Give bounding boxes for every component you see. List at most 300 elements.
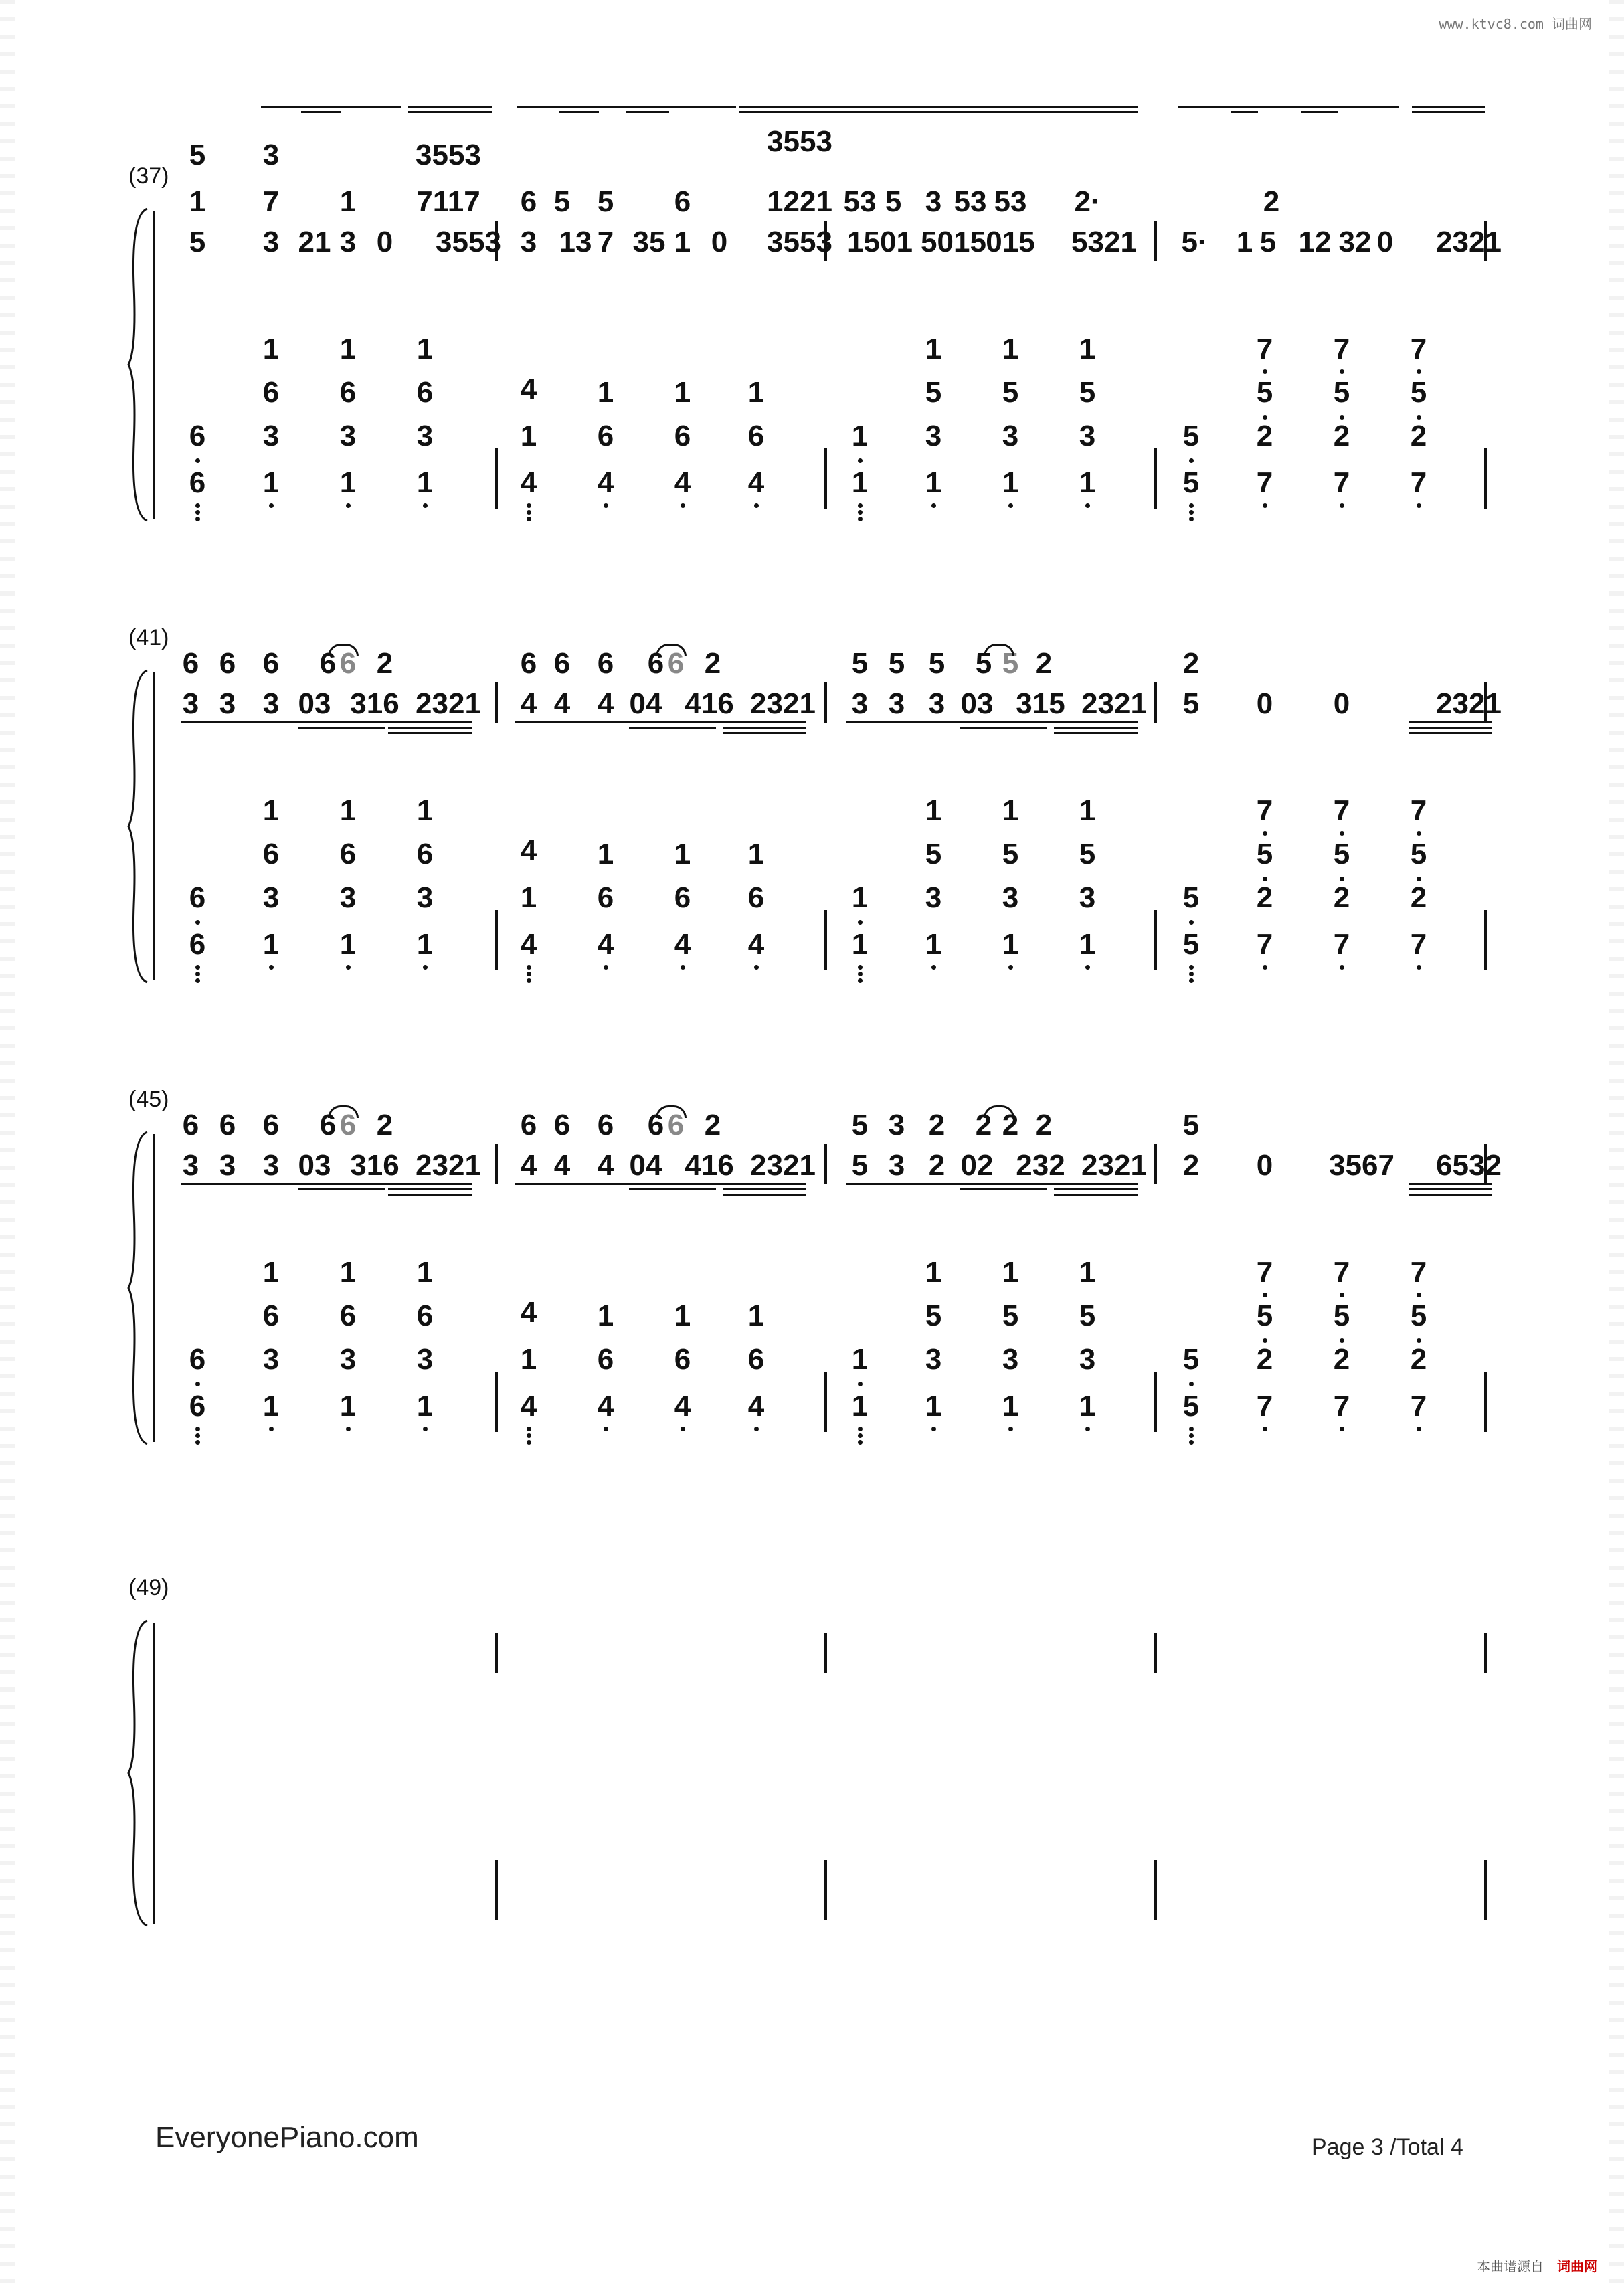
- rh-main: 5: [851, 1149, 869, 1182]
- lh-chord-top: 1: [262, 1256, 280, 1289]
- barline-lower: [1154, 1860, 1157, 1920]
- octave-dot: [527, 517, 531, 521]
- rh-main: 3: [219, 1149, 236, 1182]
- octave-dot: [858, 458, 863, 463]
- lh-chord-mid: 5: [925, 1299, 942, 1332]
- tie-mark: [984, 644, 1014, 656]
- underline-beam: [559, 111, 599, 113]
- rh-top: 2: [704, 1109, 721, 1142]
- octave-dot: [1263, 1338, 1267, 1343]
- octave-dot: [195, 503, 200, 508]
- lh-bass: 1: [262, 466, 280, 499]
- lh-bass: 4: [747, 1390, 765, 1423]
- lh-bass: 1: [416, 466, 434, 499]
- underline-beam: [723, 727, 806, 729]
- rh-main: 1: [674, 225, 691, 258]
- lh-lead: 1: [851, 420, 869, 452]
- rh-mid: 2·: [1074, 185, 1101, 218]
- lh-bass: 4: [674, 928, 691, 961]
- underline-beam: [626, 111, 669, 113]
- rh-top: 6: [667, 647, 685, 680]
- octave-dot: [346, 503, 351, 508]
- lh-chord-low: 3: [925, 881, 942, 914]
- lh-bass: 1: [1002, 466, 1019, 499]
- rh-main: 4: [520, 687, 537, 720]
- lh-chord-mid: 5: [1256, 838, 1273, 871]
- underline-beam: [408, 106, 492, 108]
- octave-dot: [858, 517, 863, 521]
- rh-main: 4: [553, 1149, 571, 1182]
- lh-chord-mid: 5: [1002, 376, 1019, 409]
- underline-beam: [1409, 1194, 1492, 1196]
- octave-dot: [1417, 831, 1421, 836]
- lh-bass: 7: [1333, 928, 1350, 961]
- barline-lower: [824, 910, 827, 970]
- rh-main: 0: [1256, 1149, 1273, 1182]
- octave-dot: [681, 503, 685, 508]
- lh-bass: 1: [416, 1390, 434, 1423]
- system-start-line: [153, 211, 155, 519]
- lh-bass: 6: [189, 466, 206, 499]
- rh-top: 6: [520, 647, 537, 680]
- octave-dot: [604, 965, 608, 970]
- underline-beam: [301, 111, 341, 113]
- underline-beam: [669, 727, 716, 729]
- octave-dot: [1417, 877, 1421, 881]
- rh-main: 1501: [847, 225, 913, 258]
- lh-chord-mid: 6: [262, 1299, 280, 1332]
- rh-main: 416: [685, 1149, 734, 1182]
- octave-dot: [1340, 1338, 1344, 1343]
- lh-chord-low: 3: [416, 881, 434, 914]
- rh-main: 3: [928, 687, 945, 720]
- rh-top: 5: [975, 647, 992, 680]
- lh-chord-top: 7: [1410, 1256, 1427, 1289]
- underline-beam: [1409, 727, 1492, 729]
- lh-chord-mid: 5: [1002, 1299, 1019, 1332]
- underline-beam: [1412, 106, 1485, 108]
- lh-chord-mid: 5: [1079, 838, 1096, 871]
- lh-chord-top: 7: [1333, 794, 1350, 827]
- rh-main: 2321: [1081, 687, 1147, 720]
- octave-dot: [527, 965, 531, 970]
- underline-beam: [822, 106, 1069, 108]
- lh-bass: 4: [520, 466, 537, 499]
- octave-dot: [858, 1440, 863, 1445]
- underline-beam: [1000, 1183, 1047, 1185]
- rh-top: 2: [1035, 647, 1053, 680]
- lh-chord-mid: 5: [1079, 376, 1096, 409]
- octave-dot: [1340, 831, 1344, 836]
- octave-dot: [527, 978, 531, 983]
- octave-dot: [1340, 1427, 1344, 1431]
- lh-chord-low: 2: [1410, 420, 1427, 452]
- octave-dot: [604, 503, 608, 508]
- lh-chord-low: 3: [1079, 881, 1096, 914]
- corner-left-text: 本曲谱源自: [1477, 2260, 1544, 2274]
- tie-mark: [984, 1105, 1014, 1118]
- lh-chord-top: 1: [416, 1256, 434, 1289]
- lh-bass: 1: [262, 1390, 280, 1423]
- underline-beam: [1054, 1183, 1138, 1185]
- rh-main: 4: [597, 687, 614, 720]
- octave-dot: [1085, 1427, 1090, 1431]
- lh-chord-low: 6: [597, 1343, 614, 1376]
- rh-main: 2321: [1436, 225, 1502, 258]
- octave-dot: [681, 1427, 685, 1431]
- rh-main: 7: [597, 225, 614, 258]
- rh-main: 6532: [1436, 1149, 1502, 1182]
- lh-chord-low: 2: [1333, 1343, 1350, 1376]
- lh-chord-low: 3: [262, 420, 280, 452]
- rh-top: 5: [888, 647, 905, 680]
- underline-beam: [298, 721, 338, 723]
- underline-beam: [1054, 1194, 1138, 1196]
- barline-upper: [1484, 1633, 1487, 1673]
- rh-top: 2: [704, 647, 721, 680]
- underline-beam: [723, 721, 806, 723]
- rh-main: 3: [182, 1149, 199, 1182]
- rh-main: 4: [520, 1149, 537, 1182]
- underline-beam: [388, 1188, 472, 1190]
- lh-bass: 4: [597, 1390, 614, 1423]
- rh-top: 2: [928, 1109, 945, 1142]
- lh-chord-top: 1: [1079, 1256, 1096, 1289]
- underline-beam: [338, 727, 385, 729]
- watermark-strip-right: [1609, 0, 1624, 2283]
- underline-beam: [960, 1188, 1000, 1190]
- rh-top: 3: [888, 1109, 905, 1142]
- rh-mid: 2: [1263, 185, 1280, 218]
- octave-dot: [1263, 877, 1267, 881]
- lh-chord-low: 6: [674, 420, 691, 452]
- lh-chord-mid: 1: [674, 376, 691, 409]
- rh-top: 6: [667, 1109, 685, 1142]
- octave-dot: [1263, 503, 1267, 508]
- barline-upper: [1154, 221, 1157, 261]
- lh-chord-top: 1: [1002, 1256, 1019, 1289]
- rh-main: 3: [888, 687, 905, 720]
- octave-dot: [858, 1427, 863, 1431]
- underline-beam: [1231, 111, 1258, 113]
- rh-main: 3: [262, 1149, 280, 1182]
- grand-staff-brace: [127, 1131, 154, 1445]
- lh-bass: 4: [597, 466, 614, 499]
- rh-mid: 7: [262, 185, 280, 218]
- lh-chord-top: 7: [1410, 333, 1427, 365]
- underline-beam: [669, 721, 716, 723]
- lh-chord-mid: 5: [1333, 838, 1350, 871]
- lh-bass: 1: [339, 1390, 357, 1423]
- underline-beam: [822, 111, 1069, 113]
- lh-chord-mid: 4: [520, 373, 537, 405]
- lh-chord-low: 3: [1079, 1343, 1096, 1376]
- lh-bass: 1: [925, 1390, 942, 1423]
- corner-credit: [1477, 2256, 1597, 2275]
- barline-lower: [1484, 448, 1487, 509]
- footer-page-number: Page 3 /Total 4: [1312, 2134, 1463, 2160]
- rh-top: 2: [376, 647, 393, 680]
- rh-main: 3: [219, 687, 236, 720]
- rh-main: 316: [350, 1149, 399, 1182]
- octave-dot: [754, 965, 759, 970]
- octave-dot: [1263, 1293, 1267, 1297]
- lh-chord-low: 2: [1256, 420, 1273, 452]
- octave-dot: [1085, 965, 1090, 970]
- rh-high: 5: [189, 139, 206, 171]
- rh-top: 6: [339, 1109, 357, 1142]
- lh-chord-low: 3: [262, 881, 280, 914]
- octave-dot: [1189, 503, 1194, 508]
- lh-chord-low: 6: [674, 1343, 691, 1376]
- lh-chord-low: 3: [416, 420, 434, 452]
- lh-chord-mid: 1: [747, 838, 765, 871]
- lh-chord-top: 1: [925, 794, 942, 827]
- underline-beam: [1054, 1188, 1138, 1190]
- lh-bass: 4: [597, 928, 614, 961]
- rh-mid: 53: [994, 185, 1027, 218]
- underline-beam: [1064, 111, 1138, 113]
- lh-chord-mid: 1: [674, 838, 691, 871]
- lh-bass: 7: [1333, 1390, 1350, 1423]
- lh-bass: 1: [851, 1390, 869, 1423]
- rh-main: 04: [629, 687, 662, 720]
- octave-dot: [754, 1427, 759, 1431]
- tie-mark: [328, 1105, 359, 1118]
- barline-upper: [1154, 1144, 1157, 1184]
- measure-number: (45): [128, 1087, 169, 1112]
- rh-main: 2321: [750, 687, 816, 720]
- lh-chord-mid: 5: [1002, 838, 1019, 871]
- rh-top: 6: [520, 1109, 537, 1142]
- octave-dot: [1417, 965, 1421, 970]
- barline-lower: [824, 1860, 827, 1920]
- lh-bass: 1: [1079, 466, 1096, 499]
- barline-lower: [1154, 448, 1157, 509]
- lh-bass: 1: [339, 466, 357, 499]
- lh-chord-top: 7: [1333, 333, 1350, 365]
- lh-chord-mid: 6: [416, 1299, 434, 1332]
- lh-chord-low: 3: [925, 420, 942, 452]
- grand-staff-brace: [127, 1619, 154, 1927]
- measure-number: (37): [128, 163, 169, 189]
- lh-chord-low: 2: [1410, 881, 1427, 914]
- octave-dot: [269, 965, 274, 970]
- rh-top: 6: [262, 1109, 280, 1142]
- lh-bass: 1: [851, 928, 869, 961]
- lh-chord-top: 7: [1256, 794, 1273, 827]
- barline-lower: [1154, 1372, 1157, 1432]
- lh-lead: 6: [189, 420, 206, 452]
- octave-dot: [1417, 1338, 1421, 1343]
- octave-dot: [858, 978, 863, 983]
- barline-lower: [1154, 910, 1157, 970]
- underline-beam: [629, 1188, 669, 1190]
- system-start-line: [153, 1134, 155, 1442]
- octave-dot: [1189, 1382, 1194, 1386]
- underline-beam: [723, 732, 806, 734]
- octave-dot: [527, 1427, 531, 1431]
- lh-bass: 1: [925, 928, 942, 961]
- rh-main: 3: [182, 687, 199, 720]
- tie-mark: [656, 1105, 687, 1118]
- octave-dot: [858, 510, 863, 515]
- underline-beam: [559, 106, 599, 108]
- lh-chord-mid: 5: [1410, 1299, 1427, 1332]
- octave-dot: [423, 503, 428, 508]
- octave-dot: [1189, 965, 1194, 970]
- rh-main: 2321: [1081, 1149, 1147, 1182]
- rh-main: 13: [559, 225, 592, 258]
- underline-beam: [388, 727, 472, 729]
- rh-top: 6: [319, 1109, 337, 1142]
- grand-staff-brace: [127, 669, 154, 984]
- lh-chord-top: 7: [1410, 794, 1427, 827]
- rh-top: 6: [597, 1109, 614, 1142]
- rh-mid: 5: [553, 185, 571, 218]
- rh-mid: 6: [674, 185, 691, 218]
- lh-chord-low: 6: [747, 1343, 765, 1376]
- rh-main: 21: [298, 225, 331, 258]
- rh-main: 3: [851, 687, 869, 720]
- lh-chord-mid: 5: [1256, 376, 1273, 409]
- rh-main: 3553: [767, 225, 832, 258]
- rh-mid: 53: [954, 185, 987, 218]
- rh-main: 3: [888, 1149, 905, 1182]
- lh-chord-low: 3: [262, 1343, 280, 1376]
- rh-main: 2: [1182, 1149, 1200, 1182]
- rh-top: 6: [647, 1109, 664, 1142]
- underline-beam: [1231, 106, 1258, 108]
- lh-chord-low: 2: [1410, 1343, 1427, 1376]
- lh-bass: 4: [747, 466, 765, 499]
- octave-dot: [1008, 965, 1013, 970]
- octave-dot: [1008, 503, 1013, 508]
- lh-lead: 5: [1182, 1343, 1200, 1376]
- lh-chord-mid: 4: [520, 1296, 537, 1329]
- octave-dot: [681, 965, 685, 970]
- rh-top: 2: [975, 1109, 992, 1142]
- octave-dot: [931, 503, 936, 508]
- barline-upper: [495, 1633, 498, 1673]
- underline-beam: [723, 1188, 806, 1190]
- rh-top: 6: [597, 647, 614, 680]
- underline-beam: [1409, 721, 1492, 723]
- octave-dot: [1263, 415, 1267, 420]
- lh-chord-low: 1: [520, 881, 537, 914]
- rh-top: 6: [262, 647, 280, 680]
- underline-beam: [298, 1188, 338, 1190]
- octave-dot: [931, 1427, 936, 1431]
- rh-main: 0: [1256, 687, 1273, 720]
- underline-beam: [739, 106, 823, 108]
- rh-top: 2: [1002, 1109, 1019, 1142]
- octave-dot: [527, 972, 531, 976]
- rh-main: 4: [597, 1149, 614, 1182]
- octave-dot: [754, 503, 759, 508]
- measure-number: (49): [128, 1575, 169, 1601]
- octave-dot: [1417, 1427, 1421, 1431]
- lh-chord-mid: 6: [262, 376, 280, 409]
- octave-dot: [858, 920, 863, 925]
- underline-beam: [338, 721, 385, 723]
- lh-bass: 1: [1002, 1390, 1019, 1423]
- underline-beam: [669, 1183, 716, 1185]
- barline-lower: [1484, 1860, 1487, 1920]
- rh-main: 3: [262, 225, 280, 258]
- lh-chord-top: 1: [1002, 333, 1019, 365]
- underline-beam: [408, 111, 492, 113]
- barline-upper: [495, 1144, 498, 1184]
- underline-beam: [629, 727, 669, 729]
- rh-main: 03: [298, 1149, 331, 1182]
- rh-main: 2321: [1436, 687, 1502, 720]
- rh-main: 1: [1236, 225, 1253, 258]
- lh-chord-mid: 5: [1333, 1299, 1350, 1332]
- lh-chord-top: 7: [1256, 333, 1273, 365]
- octave-dot: [527, 503, 531, 508]
- lh-chord-low: 2: [1256, 1343, 1273, 1376]
- lh-chord-mid: 1: [747, 1299, 765, 1332]
- lh-chord-top: 1: [416, 794, 434, 827]
- octave-dot: [195, 1427, 200, 1431]
- lh-chord-mid: 1: [597, 376, 614, 409]
- lh-lead: 5: [1182, 420, 1200, 452]
- lh-chord-mid: 5: [925, 376, 942, 409]
- underline-beam: [723, 1194, 806, 1196]
- rh-main: 2321: [416, 687, 481, 720]
- rh-main: 015: [986, 225, 1035, 258]
- lh-chord-low: 6: [597, 881, 614, 914]
- rh-main: 35: [632, 225, 666, 258]
- rh-mid: 6: [520, 185, 537, 218]
- lh-bass: 4: [674, 466, 691, 499]
- lh-chord-mid: 1: [597, 1299, 614, 1332]
- barline-upper: [495, 682, 498, 723]
- lh-chord-mid: 6: [262, 838, 280, 871]
- lh-chord-low: 3: [1079, 420, 1096, 452]
- rh-top: 5: [928, 647, 945, 680]
- lh-chord-low: 3: [416, 1343, 434, 1376]
- rh-top: 6: [182, 647, 199, 680]
- lh-bass: 7: [1333, 466, 1350, 499]
- lh-bass: 1: [1002, 928, 1019, 961]
- underline-beam: [1000, 1188, 1047, 1190]
- barline-lower: [824, 448, 827, 509]
- lh-bass: 1: [1079, 928, 1096, 961]
- lh-chord-low: 2: [1333, 881, 1350, 914]
- lh-chord-low: 3: [339, 1343, 357, 1376]
- rh-main: 3: [520, 225, 537, 258]
- tie-mark: [656, 644, 687, 656]
- lh-bass: 4: [520, 1390, 537, 1423]
- rh-main: 2321: [750, 1149, 816, 1182]
- lh-bass: 4: [674, 1390, 691, 1423]
- rh-main: 416: [685, 687, 734, 720]
- grand-staff-brace: [127, 207, 154, 522]
- rh-main: 315: [1016, 687, 1065, 720]
- octave-dot: [1340, 369, 1344, 374]
- octave-dot: [346, 1427, 351, 1431]
- octave-dot: [195, 510, 200, 515]
- lh-chord-mid: 4: [520, 834, 537, 867]
- underline-beam: [723, 1183, 806, 1185]
- rh-mid: 3: [925, 185, 942, 218]
- lh-chord-low: 2: [1333, 420, 1350, 452]
- underline-beam: [1000, 727, 1047, 729]
- octave-dot: [1189, 517, 1194, 521]
- rh-main: 0: [711, 225, 728, 258]
